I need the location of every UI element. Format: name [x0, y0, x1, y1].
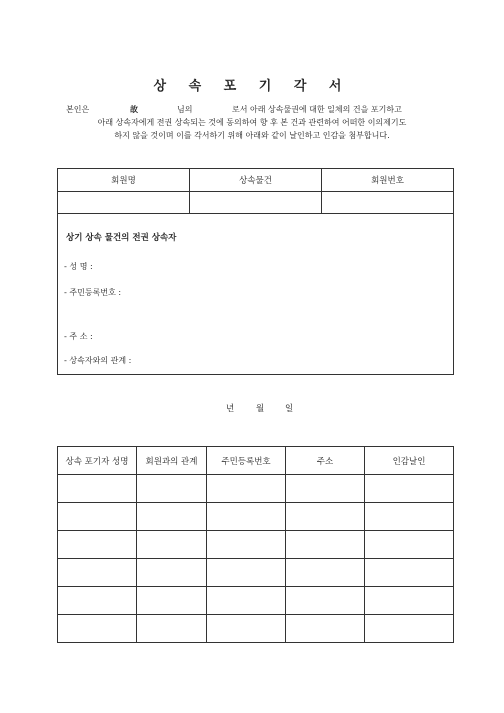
intro-text-honorific: 님의: [177, 105, 193, 114]
intro-paragraph: [0, 103, 504, 142]
member-name-cell[interactable]: [58, 192, 190, 214]
date-day-label: 일: [285, 404, 294, 414]
seal-cell[interactable]: [365, 615, 454, 643]
heir-address-label: - 주 소 :: [64, 332, 93, 341]
resident-number-cell[interactable]: [207, 475, 286, 503]
header-member-name: 회원명: [58, 169, 190, 192]
heir-name-label: - 성 명 :: [64, 262, 93, 271]
relationship-cell[interactable]: [137, 503, 207, 531]
resident-number-cell[interactable]: [207, 559, 286, 587]
address-cell[interactable]: [286, 587, 365, 615]
header-relationship: 회원과의 관계: [137, 447, 207, 475]
header-member-number: 회원번호: [322, 169, 454, 192]
header-address: 주소: [286, 447, 365, 475]
table-row: [58, 531, 454, 559]
address-cell[interactable]: [286, 615, 365, 643]
address-cell[interactable]: [286, 475, 365, 503]
intro-text-self: 본인은: [66, 105, 90, 114]
table-row: [58, 615, 454, 643]
intro-line-2: 아래 상속자에게 전권 상속되는 것에 동의하여 향 후 본 건과 관련하여 어떠한 이의제기도: [97, 118, 407, 127]
heir-relationship-label: - 상속자와의 관계 :: [64, 356, 132, 365]
heir-resident-number-label: - 주민등록번호 :: [64, 288, 122, 297]
address-cell[interactable]: [286, 503, 365, 531]
resident-number-cell[interactable]: [207, 503, 286, 531]
resident-number-cell[interactable]: [207, 615, 286, 643]
table-row: [58, 503, 454, 531]
renouncer-name-cell[interactable]: [58, 475, 137, 503]
relationship-cell[interactable]: [137, 587, 207, 615]
seal-cell[interactable]: [365, 503, 454, 531]
member-number-cell[interactable]: [322, 192, 454, 214]
header-resident-number: 주민등록번호: [207, 447, 286, 475]
address-cell[interactable]: [286, 559, 365, 587]
seal-cell[interactable]: [365, 559, 454, 587]
document-title: 상 속 포 기 각 서: [153, 79, 351, 94]
intro-text-clause: 로서 아래 상속물권에 대한 일체의 건을 포기하고: [232, 105, 402, 114]
renouncer-name-cell[interactable]: [58, 587, 137, 615]
renouncer-name-cell[interactable]: [58, 559, 137, 587]
intro-text-deceased: 故: [130, 105, 138, 114]
renouncer-name-cell[interactable]: [58, 503, 137, 531]
date-month-label: 월: [256, 404, 265, 414]
intro-line-3: 하지 않을 것이며 이를 각서하기 위해 아래와 같이 날인하고 인감을 첨부합니다.: [114, 131, 390, 140]
renouncer-name-cell[interactable]: [58, 531, 137, 559]
resident-number-cell[interactable]: [207, 531, 286, 559]
member-info-table: [57, 168, 454, 375]
table-row: [58, 559, 454, 587]
table-row: [58, 475, 454, 503]
resident-number-cell[interactable]: [207, 587, 286, 615]
relationship-cell[interactable]: [137, 475, 207, 503]
seal-cell[interactable]: [365, 587, 454, 615]
relationship-cell[interactable]: [137, 615, 207, 643]
renouncer-name-cell[interactable]: [58, 615, 137, 643]
inherited-item-cell[interactable]: [190, 192, 322, 214]
relationship-cell[interactable]: [137, 559, 207, 587]
heir-section: [58, 214, 454, 375]
header-inherited-item: 상속물건: [190, 169, 322, 192]
seal-cell[interactable]: [365, 475, 454, 503]
date-year-label: 년: [226, 404, 235, 414]
intro-line-1: [0, 103, 504, 116]
heir-section-title: 상기 상속 물건의 전권 상속자: [66, 233, 177, 243]
table-row: [58, 587, 454, 615]
relationship-cell[interactable]: [137, 531, 207, 559]
address-cell[interactable]: [286, 531, 365, 559]
header-renouncer-name: 상속 포기자 성명: [58, 447, 137, 475]
header-seal: 인감날인: [365, 447, 454, 475]
renouncer-table: [57, 446, 454, 643]
seal-cell[interactable]: [365, 531, 454, 559]
